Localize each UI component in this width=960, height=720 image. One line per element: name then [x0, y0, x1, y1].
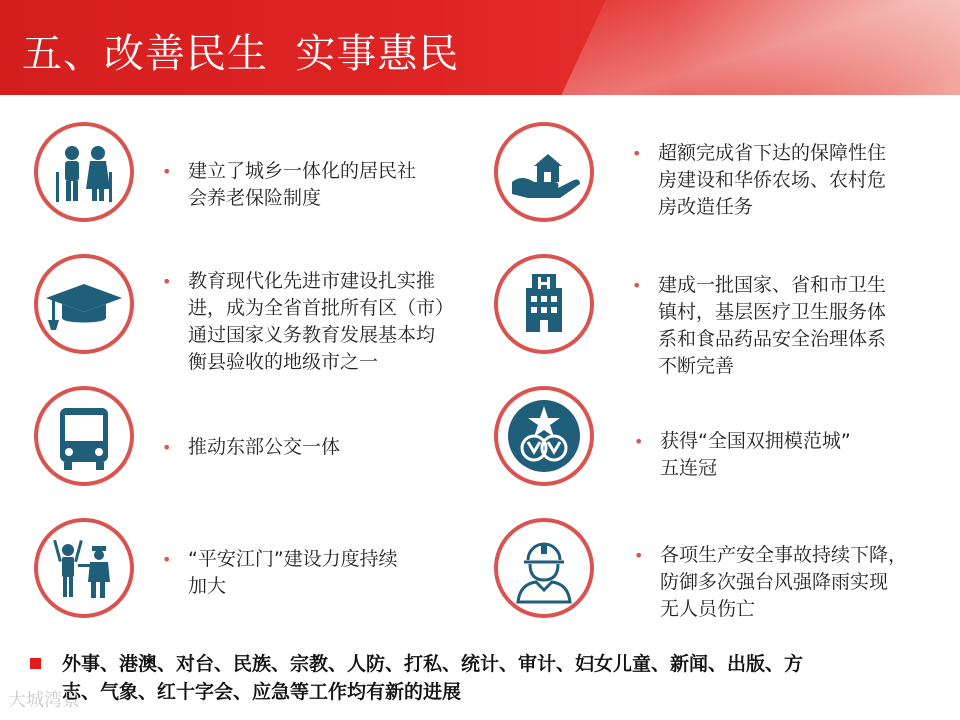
- list-item: [162, 434, 341, 461]
- item-text-line: 系和食品药品安全治理体系: [658, 328, 887, 350]
- bullet-icon: •: [632, 276, 642, 295]
- item-text-line: 防御多次强台风强降雨实现: [660, 571, 889, 593]
- item-text-line: 衡县验收的地级市之一: [188, 351, 379, 373]
- title-banner: [0, 0, 960, 95]
- bus-icon: [34, 386, 134, 486]
- hospital-icon: [494, 254, 594, 354]
- item-text-line: 推动东部公交一体: [188, 436, 341, 458]
- bullet-icon: •: [162, 162, 172, 181]
- item-text-line: 房建设和华侨农场、农村危: [658, 169, 887, 191]
- footer-line: 志、气象、红十字会、应急等工作均有新的进展: [62, 681, 462, 703]
- item-text-line: 会养老保险制度: [188, 187, 322, 209]
- star-badge-icon: [494, 386, 594, 486]
- list-item: [632, 272, 887, 380]
- list-item: [634, 542, 908, 623]
- footer-note: [62, 650, 803, 706]
- item-text-line: 超额完成省下达的保障性住: [658, 142, 887, 164]
- list-item: [632, 140, 887, 221]
- item-text-line: 获得“全国双拥模范城”: [660, 430, 851, 452]
- bullet-icon: •: [634, 546, 644, 565]
- item-text-line: 教育现代化先进市建设扎实推: [188, 270, 436, 292]
- watermark: 大城湾景: [8, 690, 80, 711]
- hard-hat-worker-icon: [494, 518, 594, 618]
- list-item: [162, 546, 398, 600]
- item-text-line: 进，成为全省首批所有区（市）: [188, 297, 455, 319]
- page-title: 五、改善民生 实事惠民: [22, 31, 460, 77]
- item-text-line: “平安江门”建设力度持续: [188, 548, 398, 570]
- bullet-icon: •: [162, 550, 172, 569]
- item-text-line: 建成一批国家、省和市卫生: [658, 274, 887, 296]
- list-item: [634, 428, 851, 482]
- item-text-line: 五连冠: [660, 457, 718, 479]
- item-text-line: 各项生产安全事故持续下降，: [660, 544, 908, 566]
- bullet-icon: •: [634, 432, 644, 451]
- banner-highlight: [540, 0, 960, 95]
- bullet-icon: •: [162, 438, 172, 457]
- footer-line: 外事、港澳、对台、民族、宗教、人防、打私、统计、审计、妇女儿童、新闻、出版、方: [62, 653, 804, 675]
- item-text-line: 建立了城乡一体化的居民社: [188, 160, 417, 182]
- footer-bullet-icon: [30, 658, 41, 669]
- item-text-line: 加大: [188, 575, 227, 597]
- elderly-couple-icon: [34, 122, 134, 222]
- bullet-icon: •: [162, 272, 172, 291]
- police-arrest-icon: [34, 518, 134, 618]
- item-text-line: 无人员伤亡: [660, 598, 756, 620]
- house-in-hand-icon: [494, 122, 594, 222]
- item-text-line: 通过国家义务教育发展基本均: [188, 324, 436, 346]
- graduation-cap-icon: [34, 254, 134, 354]
- list-item: [162, 268, 455, 376]
- item-text-line: 镇村，基层医疗卫生服务体: [658, 301, 887, 323]
- item-text-line: 房改造任务: [658, 196, 754, 218]
- item-text-line: 不断完善: [658, 355, 735, 377]
- bullet-icon: •: [632, 144, 642, 163]
- list-item: [162, 158, 417, 212]
